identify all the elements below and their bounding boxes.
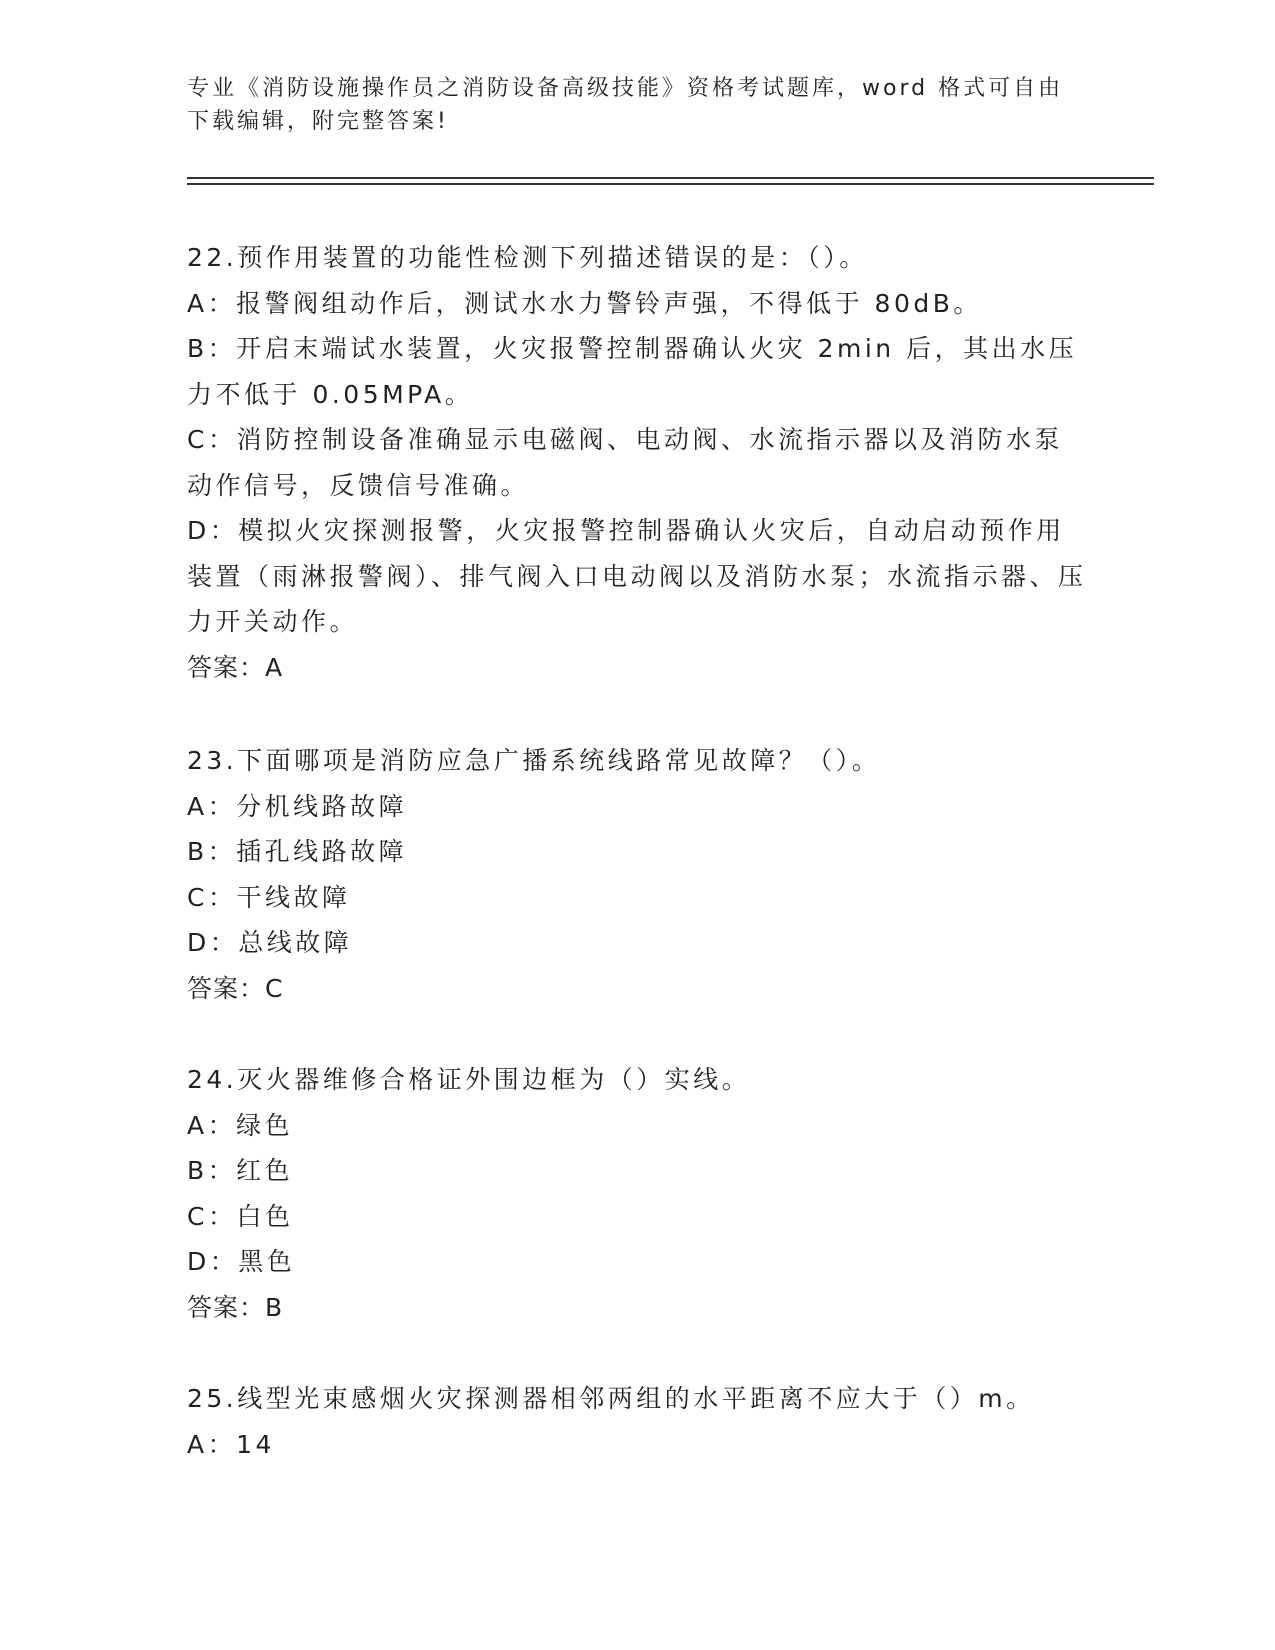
answer-line: 答案：A (187, 652, 284, 682)
option-a: A：绿色 (187, 1110, 294, 1140)
question-25 (187, 1376, 1087, 1467)
option-c: C：干线故障 (187, 882, 351, 912)
header-text: 专业《消防设施操作员之消防设备高级技能》资格考试题库，word 格式可自由下载编辑，附完整答案! (187, 76, 1064, 134)
option-c: C：白色 (187, 1201, 294, 1231)
document-header (187, 72, 1087, 138)
option-a: A：报警阀组动作后，测试水水力警铃声强，不得低于 80dB。 (187, 288, 982, 318)
question-title: 22.预作用装置的功能性检测下列描述错误的是：（）。 (187, 243, 868, 272)
header-divider-bottom (187, 183, 1154, 185)
question-24 (187, 1057, 1087, 1330)
header-divider-top (187, 177, 1154, 179)
answer-line: 答案：B (187, 1292, 284, 1322)
option-b: B：红色 (187, 1156, 294, 1185)
option-b: B：插孔线路故障 (187, 837, 408, 866)
option-c: C：消防控制设备准确显示电磁阀、电动阀、水流指示器以及消防水泵动作信号，反馈信号准确。 (187, 425, 1063, 500)
option-d: D：模拟火灾探测报警，火灾报警控制器确认火灾后，自动启动预作用装置（雨淋报警阀）、排气阀入口电动阀以及消防水泵；水流指示器、压力开关动作。 (187, 516, 1087, 636)
question-23 (187, 738, 1087, 1011)
option-d: D：黑色 (187, 1247, 296, 1276)
question-title: 23.下面哪项是消防应急广播系统线路常见故障？（）。 (187, 746, 881, 775)
option-b: B：开启末端试水装置，火灾报警控制器确认火灾 2min 后，其出水压力不低于 0.05MPA。 (187, 334, 1078, 409)
answer-line: 答案：C (187, 973, 284, 1003)
option-d: D：总线故障 (187, 928, 353, 957)
option-a: A：分机线路故障 (187, 791, 408, 821)
question-title: 25.线型光束感烟火灾探测器相邻两组的水平距离不应大于（）m。 (187, 1384, 1035, 1413)
question-22 (187, 235, 1087, 690)
question-title: 24.灭火器维修合格证外围边框为（）实线。 (187, 1065, 751, 1094)
option-a: A：14 (187, 1429, 275, 1459)
